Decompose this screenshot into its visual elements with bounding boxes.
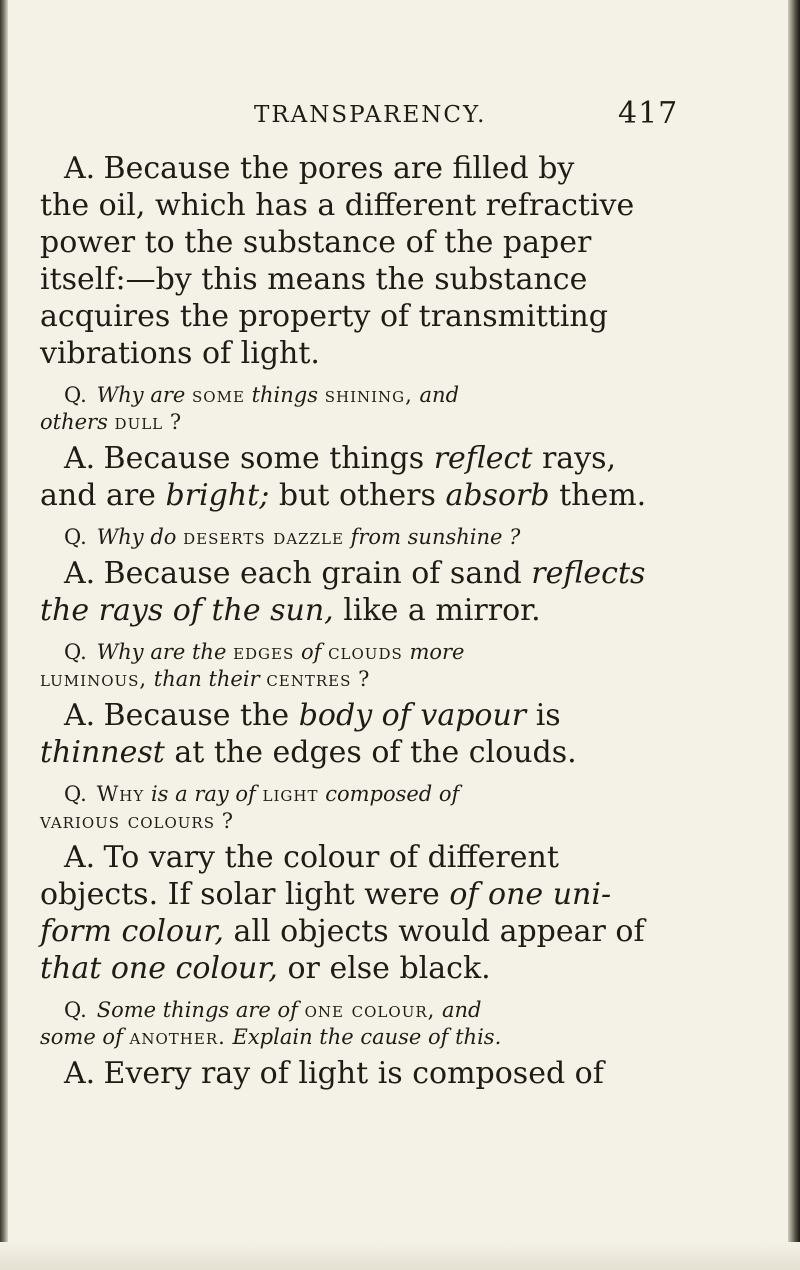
answer-emphasis: the rays of the sun, [40, 593, 334, 628]
answer-paper-transparency [40, 150, 760, 372]
page-number: 417 [618, 96, 679, 131]
question-text: Some things are of [96, 998, 298, 1022]
answer-text: and are [40, 478, 156, 513]
question-text: more [409, 640, 465, 664]
question-text: things [251, 383, 319, 407]
question-text: and [419, 383, 460, 407]
answer-emphasis: reflects [531, 556, 646, 591]
answer-label: A. [64, 698, 96, 733]
question-one-another-colour [40, 997, 760, 1051]
answer-line: power to the substance of the paper [40, 225, 592, 260]
scan-left-edge [0, 0, 8, 1270]
answer-text: To vary the colour of different [103, 840, 559, 875]
question-text: others [40, 410, 108, 434]
answer-text: is [535, 698, 561, 733]
answer-line: itself:—by this means the substance [40, 262, 588, 297]
question-text: Why are the [96, 640, 227, 664]
question-text: than their [153, 667, 260, 691]
answer-cloud-edges [40, 697, 760, 771]
answer-deserts [40, 555, 760, 629]
scan-right-edge [788, 0, 800, 1270]
answer-label: A. [64, 556, 96, 591]
answer-text: all objects would appear of [233, 914, 645, 949]
question-text: Why are [96, 383, 186, 407]
question-cloud-edges [40, 639, 760, 693]
answer-various-colours [40, 839, 760, 987]
answer-emphasis: thinnest [40, 735, 165, 770]
answer-emphasis: bright; [165, 478, 270, 513]
answer-one-another-colour [40, 1055, 760, 1092]
question-keyword: some [192, 383, 245, 407]
question-keyword: dull [114, 410, 164, 434]
answer-label: A. [64, 151, 96, 186]
answer-emphasis: absorb [445, 478, 550, 513]
question-text: of [300, 640, 322, 664]
question-label: Q. [64, 782, 87, 806]
question-mark: ? [358, 667, 370, 691]
question-label: Q. [64, 640, 87, 664]
question-various-colours [40, 781, 760, 835]
question-keyword: another. [129, 1025, 226, 1049]
question-text: Explain the cause of this. [232, 1025, 502, 1049]
scan-bottom-shade [0, 1242, 800, 1270]
answer-shining-dull [40, 440, 760, 514]
answer-emphasis: of one uni- [449, 877, 612, 912]
question-label: Q. [64, 383, 87, 407]
answer-emphasis: that one colour, [40, 951, 278, 986]
answer-label: A. [64, 441, 96, 476]
answer-text: objects. If solar light were [40, 877, 440, 912]
answer-emphasis: body of vapour [298, 698, 527, 733]
answer-line: the oil, which has a different refractive [40, 188, 635, 223]
book-page [40, 92, 760, 1092]
answer-text: but others [278, 478, 436, 513]
question-keyword: clouds [328, 640, 403, 664]
question-text: composed of [325, 782, 460, 806]
question-keyword: deserts dazzle [183, 525, 344, 549]
question-keyword: light [262, 782, 319, 806]
answer-line: acquires the property of transmitting [40, 299, 608, 334]
answer-emphasis: form colour, [40, 914, 224, 949]
question-keyword: various colours [40, 809, 216, 833]
question-text: Why do [96, 525, 177, 549]
question-deserts [40, 524, 760, 551]
question-keyword: one colour, [304, 998, 436, 1022]
answer-text: Because each grain of sand [103, 556, 522, 591]
answer-label: A. [64, 840, 96, 875]
answer-line: Because the pores are filled by [103, 151, 575, 186]
answer-text: rays, [541, 441, 617, 476]
running-head: TRANSPARENCY. [254, 102, 487, 128]
question-text: and [442, 998, 482, 1022]
page-header [40, 92, 760, 148]
answer-text: Because the [103, 698, 290, 733]
question-text: some of [40, 1025, 123, 1049]
question-keyword: edges [233, 640, 295, 664]
question-keyword: shining, [324, 383, 413, 407]
question-label: Q. [64, 998, 87, 1022]
question-keyword: luminous, [40, 667, 148, 691]
answer-text: them. [559, 478, 647, 513]
answer-text: Because some things [103, 441, 425, 476]
question-text: is a ray of [150, 782, 256, 806]
answer-label: A. [64, 1056, 96, 1091]
answer-line: vibrations of light. [40, 336, 320, 371]
question-label: Q. [64, 525, 87, 549]
answer-text: like a mirror. [343, 593, 541, 628]
question-text: from sunshine ? [350, 525, 521, 549]
answer-text: at the edges of the clouds. [174, 735, 577, 770]
answer-text: Every ray of light is composed of [103, 1056, 604, 1091]
question-keyword: centres [266, 667, 352, 691]
answer-text: or else black. [287, 951, 491, 986]
question-keyword: Why [96, 782, 145, 806]
question-mark: ? [169, 410, 182, 434]
question-shining-dull [40, 382, 760, 436]
answer-emphasis: reflect [433, 441, 533, 476]
question-mark: ? [221, 809, 233, 833]
